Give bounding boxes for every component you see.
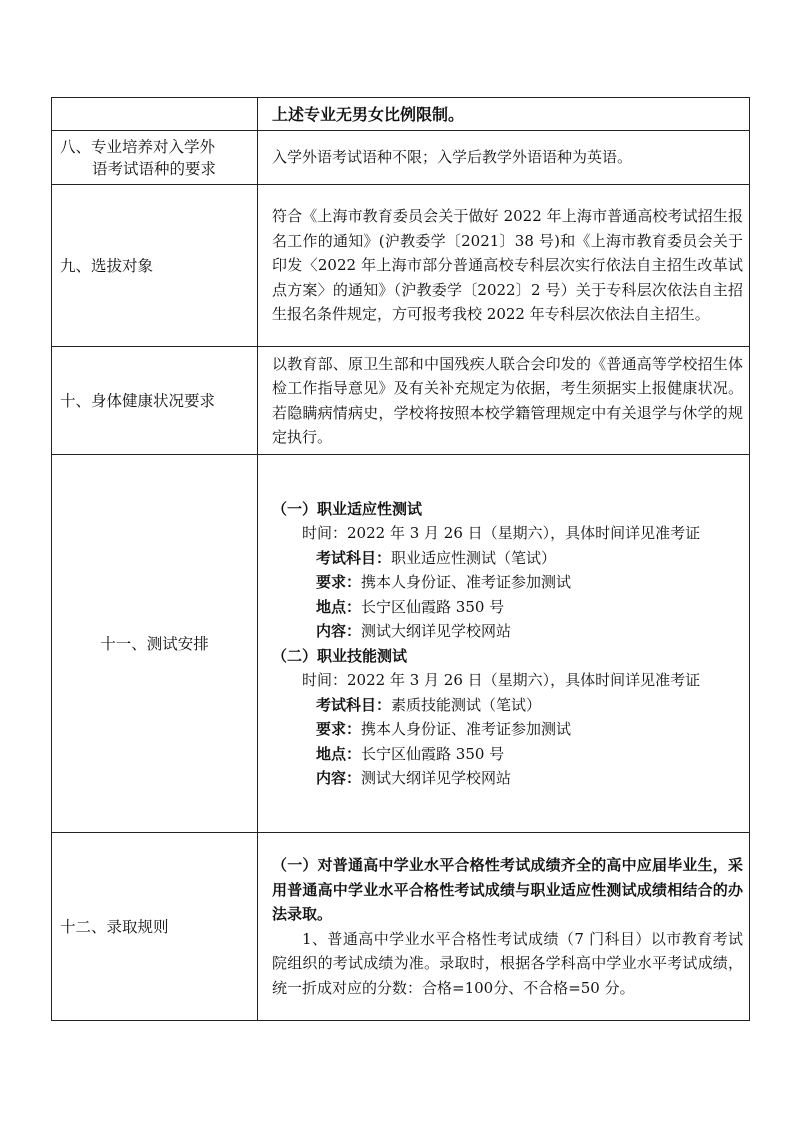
row-label-line: 八、专业培养对入学外 — [60, 137, 216, 156]
row-label-line: 语考试语种的要求 — [92, 159, 217, 178]
test-item — [272, 766, 743, 791]
item-key: 考试科目： — [316, 548, 392, 567]
item-value: 携本人身份证、准考证参加测试 — [361, 573, 572, 591]
item-value: 长宁区仙霞路 350 号 — [361, 597, 505, 616]
gender-ratio-note: 上述专业无男女比例限制。 — [258, 98, 750, 131]
admission-rule-paragraph: 1、普通高中学业水平合格性考试成绩（7 门科目）以市教育考试院组织的考试成绩为准。录取时，根据各学科高中学业水平考试成绩，统一折成对应的分数：合格=100分、不合格=50 分。 — [272, 929, 743, 997]
row-label-selection — [52, 185, 258, 347]
test-item — [272, 570, 743, 595]
item-key: 内容： — [316, 769, 362, 787]
item-value: 素质技能测试（笔试） — [391, 695, 542, 714]
selection-target-text: 符合《上海市教育委员会关于做好 2022 年上海市普通高校考试招生报名工作的通知》(沪教委学〔2021〕38 号)和《上海市教育委员会关于印发〈2022 年上海市部分普通高校专科层次实行依法自主招生改革试点方案〉的通知》（沪教委学〔2022〕2 号）关于专科层次依法自主招生报名条件规定，方可报考我校 2022 年专科层次依法自主招生。 — [258, 185, 750, 347]
table-row — [52, 455, 750, 833]
item-value: 长宁区仙霞路 350 号 — [361, 744, 505, 763]
row-label-empty — [52, 98, 258, 131]
test-arrangement-content — [258, 455, 750, 833]
row-label-text: 十一、测试安排 — [100, 634, 209, 653]
row-label-foreign-language — [52, 131, 258, 185]
admission-rules-content — [258, 833, 750, 1021]
table-row — [52, 98, 750, 131]
row-label-admission-rules — [52, 833, 258, 1021]
row-label-health — [52, 347, 258, 455]
row-label-text: 十二、录取规则 — [60, 917, 169, 936]
item-key: 考试科目： — [316, 695, 392, 714]
test-time: 时间：2022 年 3 月 26 日（星期六），具体时间详见准考证 — [302, 524, 701, 542]
table-row — [52, 347, 750, 455]
admission-rule-bold: （一）对普通高中学业水平合格性考试成绩齐全的高中应届毕业生，采用普通高中学业水平合格性考试成绩与职业适应性测试成绩相结合的办法录取。 — [272, 856, 743, 923]
item-value: 测试大纲详见学校网站 — [361, 769, 512, 787]
row-label-text: 九、选拔对象 — [60, 256, 154, 275]
test-item — [272, 717, 743, 742]
item-key: 要求： — [316, 720, 362, 738]
item-key: 要求： — [316, 573, 362, 591]
test-item — [272, 619, 743, 644]
row-label-text: 十、身体健康状况要求 — [60, 391, 216, 410]
test-time: 时间：2022 年 3 月 26 日（星期六），具体时间详见准考证 — [302, 671, 701, 689]
foreign-language-requirement: 入学外语考试语种不限；入学后教学外语语种为英语。 — [258, 131, 750, 185]
table-row — [52, 131, 750, 185]
admission-table — [51, 97, 750, 1021]
item-key: 内容： — [316, 622, 362, 640]
item-key: 地点： — [316, 597, 362, 616]
table-row — [52, 185, 750, 347]
test-item — [272, 595, 743, 620]
row-label-test-arrangement — [52, 455, 258, 833]
item-value: 职业适应性测试（笔试） — [391, 548, 557, 567]
test-item — [272, 546, 743, 571]
item-value: 携本人身份证、准考证参加测试 — [361, 720, 572, 738]
item-key: 地点： — [316, 744, 362, 763]
test-item — [272, 742, 743, 767]
item-value: 测试大纲详见学校网站 — [361, 622, 512, 640]
section-heading: （一）职业适应性测试 — [272, 499, 423, 518]
table-row — [52, 833, 750, 1021]
health-requirement-text: 以教育部、原卫生部和中国残疾人联合会印发的《普通高等学校招生体检工作指导意见》及有关补充规定为依据，考生须据实上报健康状况。若隐瞒病情病史，学校将按照本校学籍管理规定中有关退学与休学的规定执行。 — [258, 347, 750, 455]
section-heading: （二）职业技能测试 — [272, 646, 408, 665]
test-item — [272, 693, 743, 718]
